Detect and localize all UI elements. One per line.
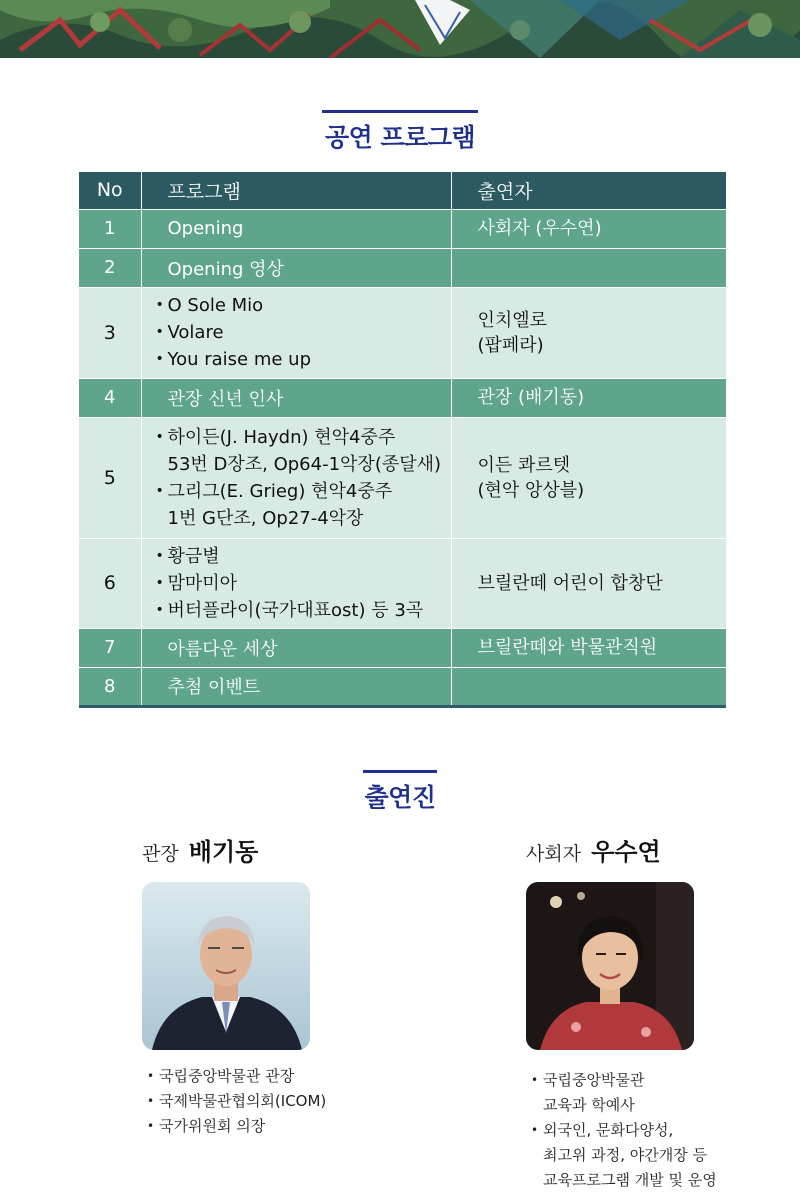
bio-item-line: 최고위 과정, 야간개장 등 [543, 1146, 707, 1164]
row-no: 7 [79, 628, 141, 667]
row-performer [451, 417, 726, 538]
table-header-row [79, 172, 726, 209]
host-portrait [526, 882, 694, 1050]
bio-item-line: 교육과 학예사 [543, 1096, 635, 1114]
bio-item: • 국립중앙박물관 관장 [147, 1064, 387, 1089]
row-performer [451, 667, 726, 706]
row-no: 2 [79, 248, 141, 287]
performer-line: (현악 앙상블) [477, 479, 585, 501]
row-performer: 사회자 (우수연) [451, 209, 726, 248]
row-program: Opening [141, 209, 451, 248]
table-row [79, 538, 726, 628]
program-table [79, 172, 726, 708]
table-row [79, 417, 726, 538]
row-program: 아름다운 세상 [141, 628, 451, 667]
row-no: 4 [79, 378, 141, 417]
row-program: 관장 신년 인사 [141, 378, 451, 417]
row-performer: 관장 (배기동) [451, 378, 726, 417]
cast-role: 관장 [142, 843, 179, 865]
director-portrait [142, 882, 310, 1050]
header-program: 프로그램 [141, 172, 451, 209]
row-no: 8 [79, 667, 141, 706]
host-bio [531, 1068, 791, 1193]
performer-line: (팝페라) [477, 334, 544, 356]
bio-item-line: • 외국인, 문화다양성, [543, 1121, 674, 1139]
cast-member-host [526, 832, 786, 1192]
title-overline [363, 770, 437, 773]
list-item: • You raise me up [156, 346, 451, 373]
list-item [156, 424, 451, 478]
table-row [79, 667, 726, 706]
row-performer [451, 248, 726, 287]
row-program-list [141, 287, 451, 378]
row-program-list [141, 538, 451, 628]
bio-item [531, 1118, 791, 1193]
bio-item [147, 1114, 387, 1139]
header-no: No [79, 172, 141, 209]
cast-name-line [526, 832, 786, 867]
performer-line: 인치엘로 [477, 309, 548, 331]
row-program-list [141, 417, 451, 538]
title-overline [322, 110, 478, 113]
decorative-banner [0, 0, 800, 58]
bio-item [531, 1068, 791, 1118]
list-item-line: • 하이든(J. Haydn) 현악4중주 [167, 426, 396, 448]
list-item-line: • 그리그(E. Grieg) 현악4중주 [167, 480, 393, 502]
table-row [79, 287, 726, 378]
list-item: • 버터플라이(국가대표ost) 등 3곡 [156, 597, 451, 624]
list-item [156, 478, 451, 532]
performer-line: 이든 콰르텟 [477, 454, 571, 476]
cast-section-title [0, 770, 800, 814]
list-item-line: 53번 D장조, Op64-1악장(종달새) [167, 453, 442, 475]
bio-item-line: • 국립중앙박물관 [543, 1071, 645, 1089]
cast-title-text: 출연진 [364, 783, 436, 812]
row-no: 6 [79, 538, 141, 628]
list-item-line: 1번 G단조, Op27-4악장 [167, 507, 364, 529]
program-section-title [0, 110, 800, 154]
bio-item-continued: 국가위원회 의장 [159, 1117, 266, 1135]
row-program: Opening 영상 [141, 248, 451, 287]
list-item: • Volare [156, 319, 451, 346]
row-no: 3 [79, 287, 141, 378]
cast-name: 우수연 [591, 838, 661, 866]
row-performer: 브릴란떼와 박물관직원 [451, 628, 726, 667]
table-row [79, 248, 726, 287]
table-row [79, 378, 726, 417]
list-item: • 황금별 [156, 543, 451, 570]
director-bio [147, 1064, 387, 1139]
list-item: • 맘마미아 [156, 570, 451, 597]
cast-member-director [142, 832, 382, 1152]
row-program: 추첨 이벤트 [141, 667, 451, 706]
host-photo [526, 882, 694, 1050]
table-row [79, 209, 726, 248]
header-performer: 출연자 [451, 172, 726, 209]
row-performer [451, 287, 726, 378]
cast-name-line [142, 832, 382, 867]
program-title-text: 공연 프로그램 [324, 123, 476, 152]
row-no: 5 [79, 417, 141, 538]
banner-painting [0, 0, 800, 58]
table-row [79, 628, 726, 667]
row-no: 1 [79, 209, 141, 248]
cast-role: 사회자 [526, 843, 582, 865]
bio-item-line: 교육프로그램 개발 및 운영 [543, 1171, 717, 1189]
cast-name: 배기동 [188, 838, 259, 866]
director-photo [142, 882, 310, 1050]
bio-item: • 국제박물관협의회(ICOM) [147, 1089, 387, 1114]
row-performer: 브릴란떼 어린이 합창단 [451, 538, 726, 628]
list-item: • O Sole Mio [156, 292, 451, 319]
